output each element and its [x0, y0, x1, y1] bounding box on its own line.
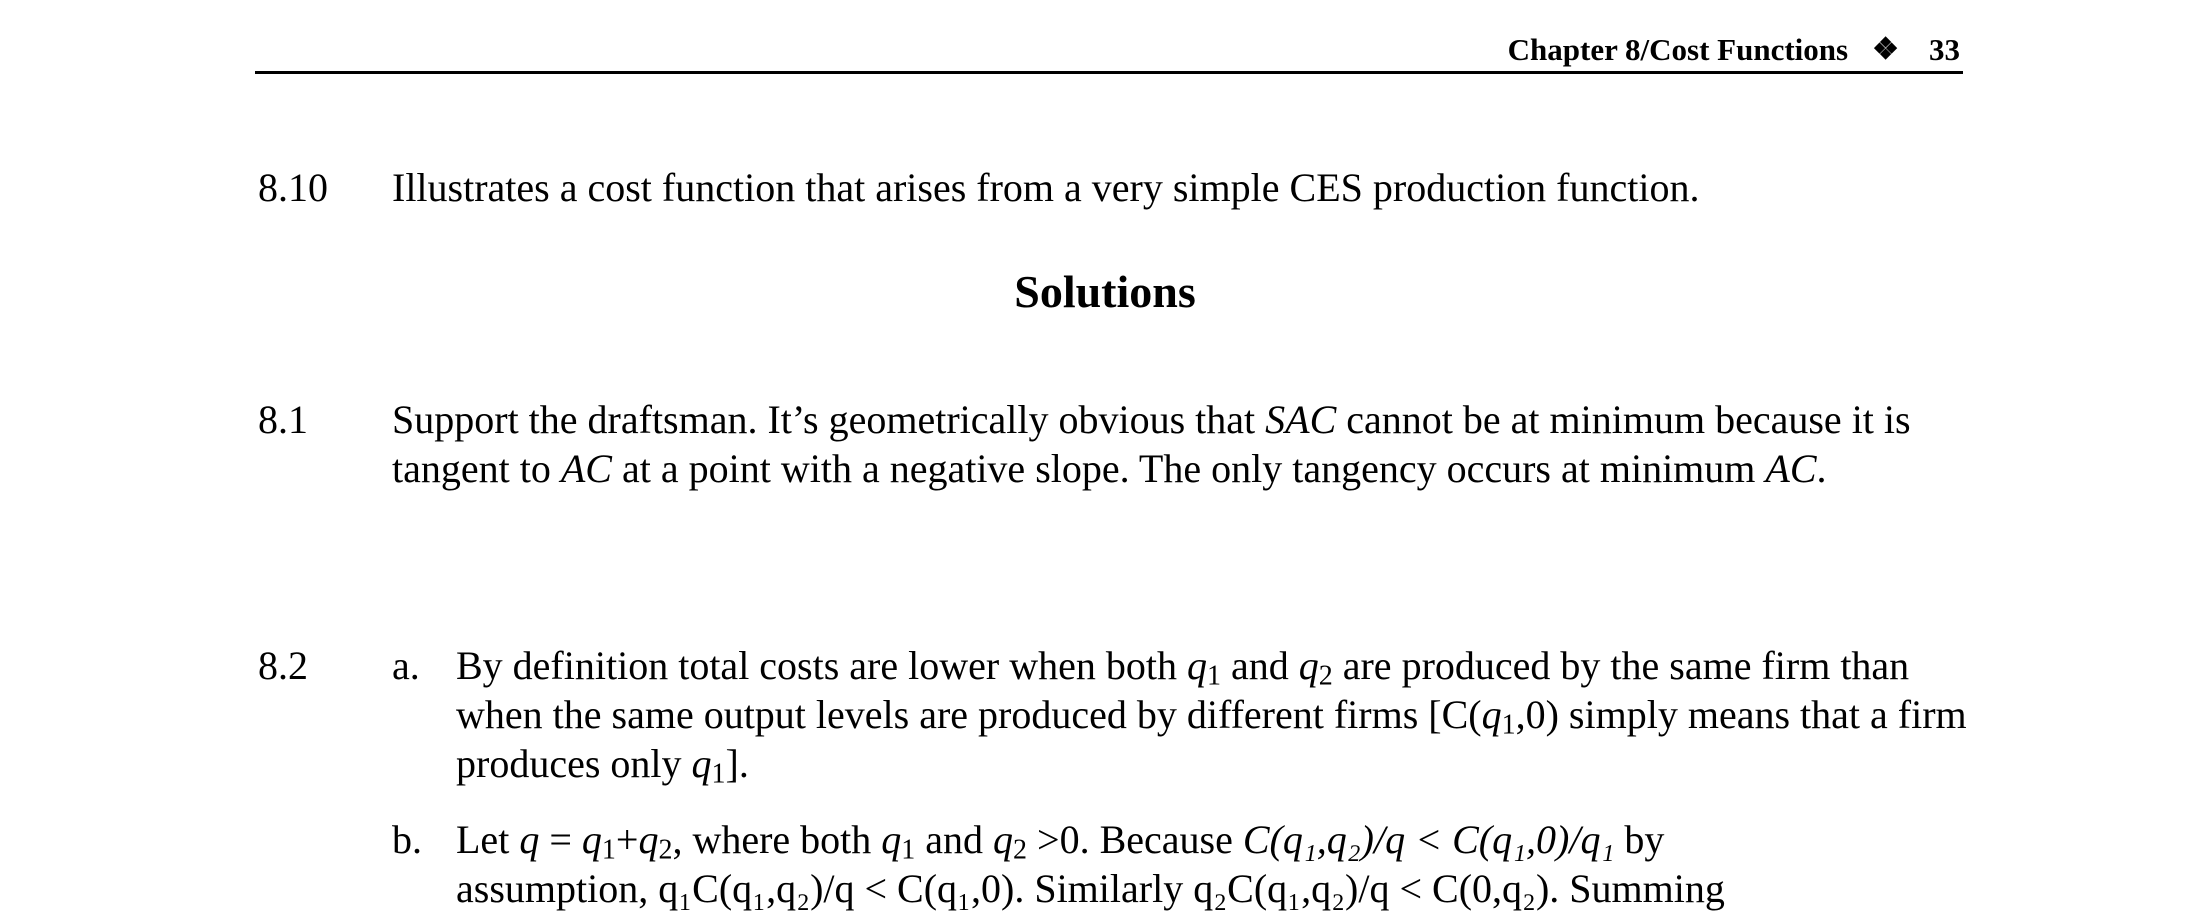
solution-text: Support the draftsman. It’s geometrically obvious that SAC cannot be at minimum because it is tangent to AC at a point with a negative slope. The only tangency occurs at minimum AC.	[392, 397, 1911, 491]
part-label: a.	[392, 643, 420, 688]
chapter-title: Chapter 8/Cost Functions	[1507, 31, 1849, 67]
solution-number: 8.1	[258, 397, 308, 442]
solution-body	[392, 641, 1972, 913]
part-a: a. By definition total costs are lower when both $q_1$ and $q_2$ are produced by the same firm than when the same output levels are produced by different firms [$C(q_1,0)$ simply means that a firm produces only $q_1$].	[392, 643, 1967, 790]
part-b: b. Let $q = q_1+q_2$, where both $q_1$ and $q_2 >0$. Because C(q₁,q₂)/q < C(q₁,0)/q₁ by assumption, q₁C(q₁,q₂)/q < C(q₁,0). Similarly q₂C(q₁,q₂)/q < C(0,q₂). Summing	[392, 815, 1972, 913]
section-heading-solutions: Solutions	[1014, 266, 1196, 317]
running-header	[255, 28, 1963, 74]
problem-text: Illustrates a cost function that arises from a very simple CES production function.	[392, 165, 1700, 210]
solution-number: 8.2	[258, 643, 308, 688]
page-number: 33	[1929, 31, 1960, 67]
problem-number: 8.10	[258, 165, 328, 210]
part-label: b.	[392, 817, 422, 862]
continued-line: assumption, q₁C(q₁,q₂)/q < C(q₁,0). Similarly q₂C(q₁,q₂)/q < C(0,q₂). Summing	[456, 866, 1725, 911]
ornament-icon: ❖	[1872, 33, 1899, 66]
formula: C(q₁,q₂)/q < C(q₁,0)/q₁	[1242, 817, 1615, 862]
